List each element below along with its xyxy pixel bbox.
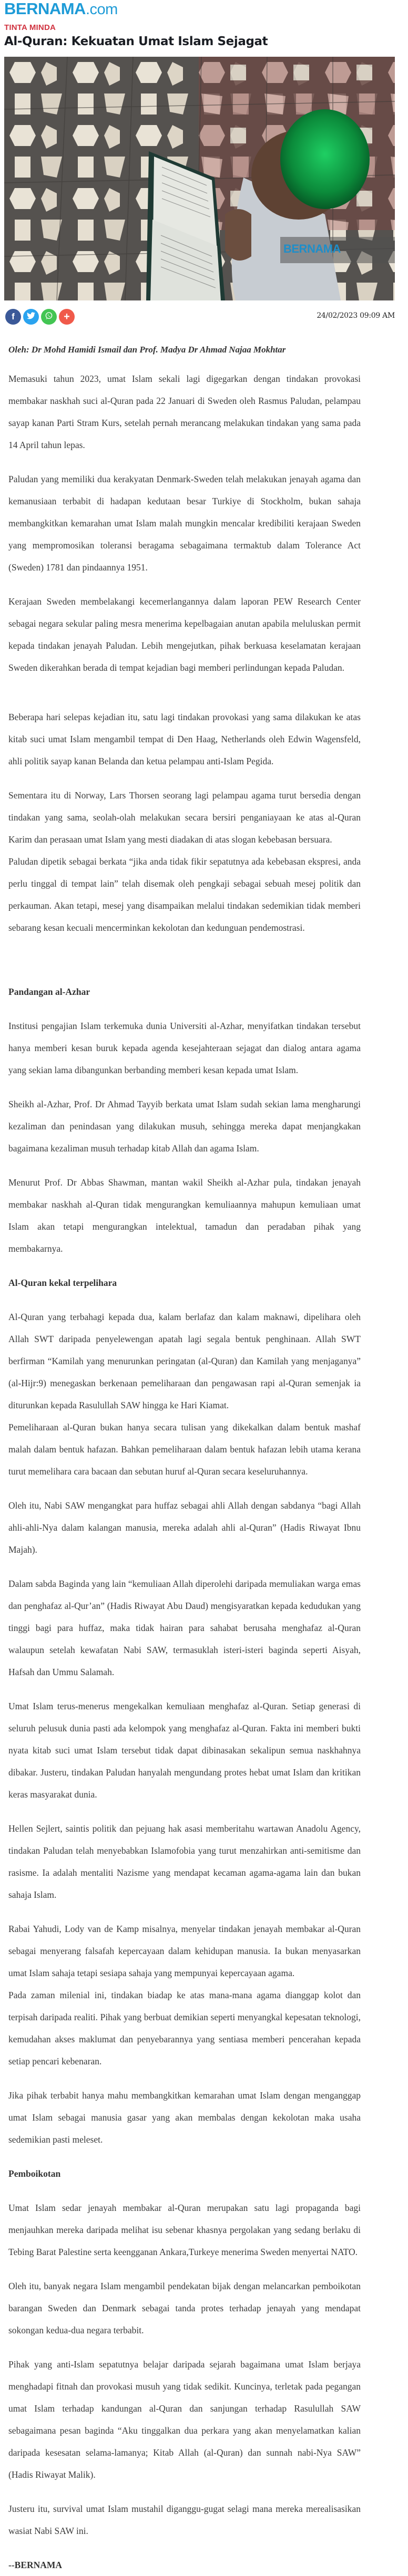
section-heading: Al-Quran kekal terpelihara [8, 1277, 117, 1288]
site-logo[interactable] [4, 0, 118, 18]
twitter-icon [27, 311, 35, 322]
signoff: --BERNAMA [8, 2560, 63, 2570]
paragraph: Oleh itu, banyak negara Islam mengambil pendekatan bijak dengan melancarkan pemboikotan barangan Sweden dan Denmark sebagai tanda protes terhadap jenayah yang mendapat sokongan kedua-dua negara terbabit. [8, 2281, 361, 2335]
paragraph: Menurut Prof. Dr Abbas Shawman, mantan wakil Sheikh al-Azhar pula, tindakan jenayah membakar naskhah al-Quran tidak mengurangkan kemuliaannya mahupun kemuliaan umat Islam akan tetapi mengurangkan intelektual, tamadun dan peradaban pihak yang membakarnya. [8, 1177, 361, 1254]
article-body [8, 368, 361, 2576]
paragraph: Oleh itu, Nabi SAW mengangkat para huffaz sebagai ahli Allah dengan sabdanya “bagi Allah ahli-ahli-Nya dalam kalangan manusia, mereka adalah ahli al-Quran” (Hadis Riwayat Ibnu Majah). [8, 1500, 361, 1555]
paragraph: Dalam sabda Baginda yang lain “kemuliaan Allah diperolehi daripada memuliakan warga emas dan penghafaz al-Qur’an” (Hadis Riwayat Abu Daud) mengisyaratkan kepada kedudukan yang tinggi bagi para huffaz, maka tidak hairan para sahabat berusaha menghafaz al-Quran walaupun setelah kewafatan Nabi SAW, termasuklah isteri-isteri baginda seperti Aisyah, Hafsah dan Ummu Salamah. [8, 1578, 361, 1677]
paragraph: Umat Islam terus-menerus mengekalkan kemuliaan menghafaz al-Quran. Setiap generasi di seluruh pelusuk dunia pasti ada kelompok yang menghafaz al-Quran. Fakta ini memberi bukti nyata kitab suci umat Islam tersebut tidak dapat dibinasakan sekalipun semua naskhahnya dibakar. Justeru, tindakan Paludan hanyalah mengundang protes hebat umat Islam dan kritikan keras masyarakat dunia. [8, 1701, 361, 1800]
category-link[interactable]: TINTA MINDA [4, 23, 56, 32]
section-heading: Pemboikotan [8, 2168, 61, 2179]
paragraph: Kerajaan Sweden membelakangi kecemerlangannya dalam laporan PEW Research Center sebagai negara sekular paling mesra menerima kepelbagaian anutan apabila meluluskan permit kepada tindakan jenayah Paludan. Lebih mengejutkan, pihak berkuasa keselamatan kerajaan Sweden dikerahkan berada di tempat kejadian bagi memberi perlindungan kepada Paludan. [8, 596, 361, 673]
share-whatsapp-button[interactable] [41, 309, 57, 325]
share-buttons [5, 309, 75, 325]
hero-photo [4, 57, 395, 300]
paragraph: Umat Islam sedar jenayah membakar al-Quran merupakan satu lagi propaganda bagi menjauhkan mereka daripada melihat isu sebenar khasnya pergolakan yang sedang berlaku di Tebing Barat Palestine serta keengganan Ankara,Turkeye menerima Sweden menyertai NATO. [8, 2203, 361, 2257]
share-more-button[interactable] [59, 309, 75, 325]
logo-brand: BERNAMA [4, 0, 86, 18]
paragraph: Al-Quran yang terbahagi kepada dua, kalam berlafaz dan kalam maknawi, dipelihara oleh Allah SWT daripada penyelewengan apatah lagi segala bentuk penghinaan. Allah SWT berfirman “Kamilah yang menurunkan peringatan (al-Quran) dan Kamilah yang menjaganya” (al-Hijr:9) menegaskan berkenaan pemeliharaan dan pengawasan rapi al-Quran semenjak ia diturunkan kepada Rasulullah SAW hingga ke Hari Kiamat. [8, 1312, 361, 1410]
paragraph: Justeru itu, survival umat Islam mustahil diganggu-gugat selagi mana mereka merealisasikan wasiat Nabi SAW ini. [8, 2504, 361, 2536]
logo-tld: .com [85, 1, 118, 18]
paragraph: Paludan dipetik sebagai berkata “jika anda tidak fikir sepatutnya ada kebebasan ekspresi, anda perlu tinggal di tempat lain” telah disemak oleh pengkaji sebagai sebuah mesej politik dan perkauman. Akan tetapi, mesej yang disampaikan melalui tindakan sedemikian tidak memberi sebarang kesan kecuali mencerminkan kekolotan dan kedunguan pendemostrasi. [8, 856, 361, 933]
section-heading: Pandangan al-Azhar [8, 986, 90, 997]
paragraph: Pada zaman milenial ini, tindakan biadap ke atas mana-mana agama dianggap kolot dan terpisah daripada realiti. Pihak yang berbuat demikian seperti menyangkal kepesatan teknologi, kemudahan akses maklumat dan penyebarannya yang sentiasa memberi pencerahan kepada setiap pencari kebenaran. [8, 1990, 361, 2066]
image-watermark [280, 237, 395, 263]
watermark-text: BERNAMA [283, 242, 341, 255]
paragraph: Institusi pengajian Islam terkemuka dunia Universiti al-Azhar, menyifatkan tindakan tersebut hanya memberi kesan buruk kepada agenda kesejahteraan sejagat dan dialog antara agama yang sekian lama dibangunkan berbanding memberi kesan kepada umat Islam. [8, 1021, 361, 1075]
article-title: Al-Quran: Kekuatan Umat Islam Sejagat [4, 35, 268, 48]
paragraph: Hellen Sejlert, saintis politik dan pejuang hak asasi memberitahu wartawan Anadolu Agency, tindakan Paludan telah menyebabkan Islamofobia yang turut menzahirkan anti-semitisme dan rasisme. Ia adalah mentaliti Nazisme yang mendapat kecaman agama-agama lain dan bukan sahaja Islam. [8, 1823, 361, 1900]
publish-date: 24/02/2023 09:09 AM [317, 311, 395, 320]
paragraph: Sementara itu di Norway, Lars Thorsen seorang lagi pelampau agama turut bersedia dengan tindakan yang sama, seolah-olah melakukan secara bersiri penganiayaan ke atas al-Quran Karim dan perasaan umat Islam yang mesti diadakan di atas slogan kebebasan bersuara. [8, 790, 361, 845]
share-twitter-button[interactable] [23, 309, 39, 325]
paragraph: Memasuki tahun 2023, umat Islam sekali lagi digegarkan dengan tindakan provokasi membakar naskhah suci al-Quran pada 22 Januari di Sweden oleh Rasmus Paludan, pelampau sayap kanan Parti Stram Kurs, setelah pernah merancang melakukan tindakan yang sama pada 14 April tahun lepas. [8, 373, 361, 450]
share-facebook-button[interactable] [5, 309, 21, 325]
whatsapp-icon [45, 311, 53, 323]
paragraph: Pihak yang anti-Islam sepatutnya belajar daripada sejarah bagaimana umat Islam berjaya menghadapi fitnah dan provokasi musuh yang tidak sedikit. Kuncinya, terletak pada pegangan umat Islam terhadap kandungan al-Quran dan sanjungan terhadap Rasulullah SAW sebagaimana pesan baginda “Aku tinggalkan dua perkara yang akan menyelamatkan kalian daripada kesesatan selama-lamanya; Kitab Allah (al-Quran) dan sunnah nabi-Nya SAW” (Hadis Riwayat Malik). [8, 2359, 361, 2480]
paragraph: Jika pihak terbabit hanya mahu membangkitkan kemarahan umat Islam dengan menganggap umat Islam sebagai manusia gasar yang akan membalas dengan kekolotan maka usaha sedemikian pasti meleset. [8, 2090, 361, 2145]
paragraph: Pemeliharaan al-Quran bukan hanya secara tulisan yang dikekalkan dalam bentuk mashaf malah dalam bentuk hafazan. Bahkan pemeliharaan dalam bentuk hafazan lebih utama kerana turut memelihara cara bacaan dan sebutan huruf al-Quran secara keseluruhannya. [8, 1422, 361, 1477]
byline: Oleh: Dr Mohd Hamidi Ismail dan Prof. Madya Dr Ahmad Najaa Mokhtar [8, 345, 286, 355]
facebook-icon: f [12, 311, 15, 321]
hero-image [4, 57, 395, 300]
paragraph: Sheikh al-Azhar, Prof. Dr Ahmad Tayyib berkata umat Islam sudah sekian lama mengharungi kezaliman dan penindasan yang dilakukan musuh, sehingga mereka dapat menjangkakan bagaimana kezaliman musuh terhadap kitab Allah dan agama Islam. [8, 1099, 361, 1154]
paragraph: Rabai Yahudi, Lody van de Kamp misalnya, menyelar tindakan jenayah membakar al-Quran sebagai menyerang falsafah kepercayaan dalam kehidupan manusia. Ia bukan menyasarkan umat Islam sahaja tetapi sesiapa sahaja yang mempunyai kepercayaan agama. [8, 1924, 361, 1978]
paragraph: Beberapa hari selepas kejadian itu, satu lagi tindakan provokasi yang sama dilakukan ke atas kitab suci umat Islam mengambil tempat di Den Haag, Netherlands oleh Edwin Wagensfeld, ahli politik sayap kanan Belanda dan ketua pelampau anti-Islam Pegida. [8, 712, 361, 766]
plus-icon: + [64, 310, 70, 323]
paragraph: Paludan yang memiliki dua kerakyatan Denmark-Sweden telah melakukan jenayah agama dan kemanusiaan terbabit di hadapan kedutaan besar Turkiye di Stockholm, bukan sahaja membangkitkan kemarahan umat Islam malah mungkin mencalar kredibiliti kerajaan Sweden yang mempromosikan toleransi beragama sebagaimana termaktub dalam Tolerance Act (Sweden) 1781 dan pindaannya 1951. [8, 474, 361, 573]
